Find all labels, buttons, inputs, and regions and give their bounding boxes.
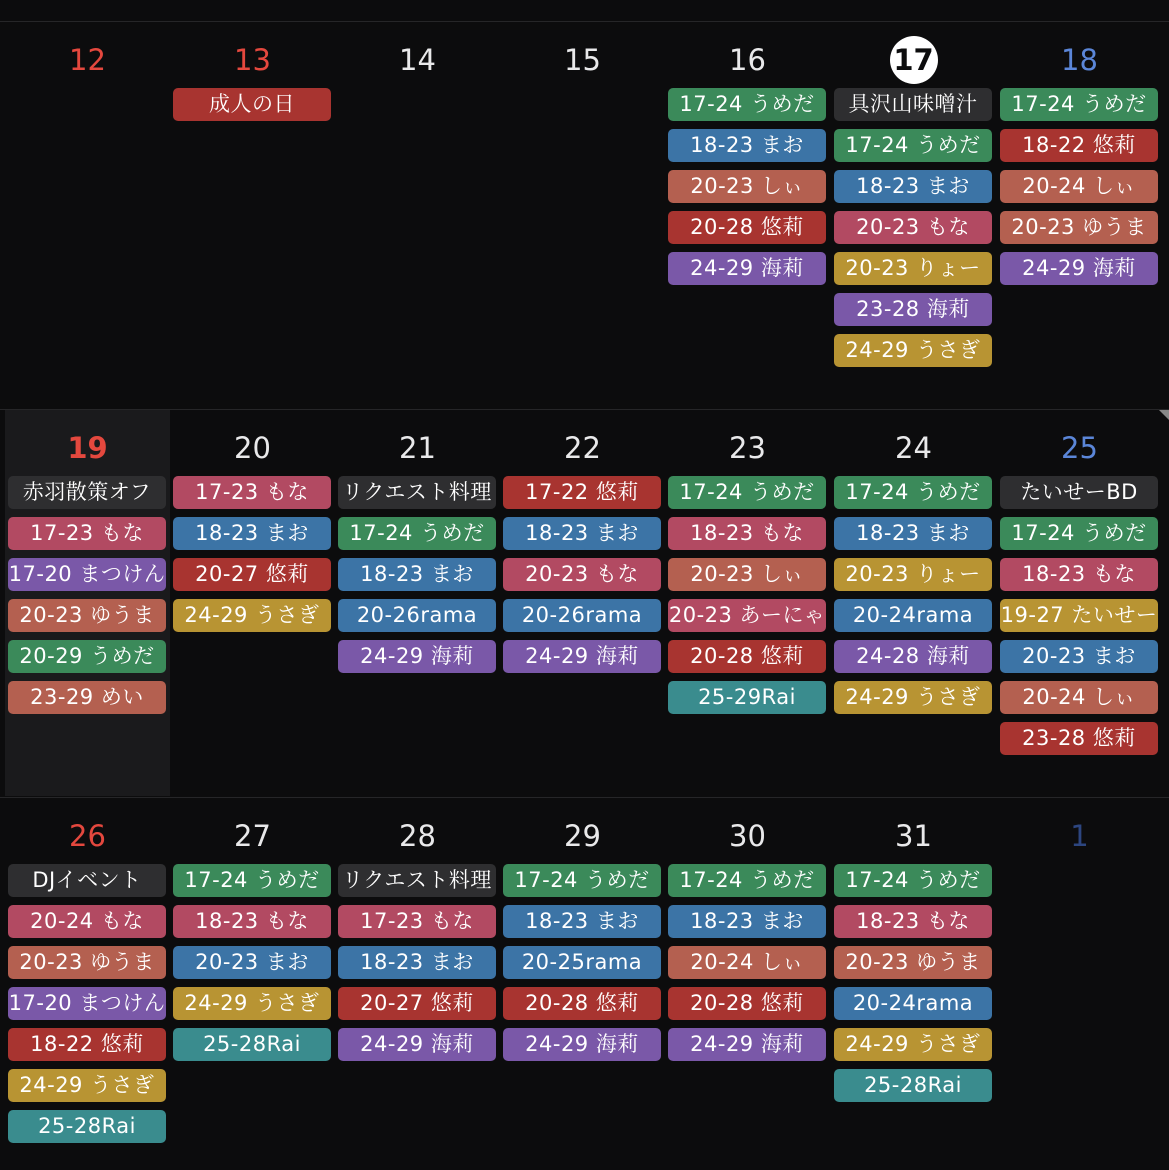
day-number[interactable]	[500, 424, 665, 472]
event-chip[interactable]: 20-29 うめだ	[8, 640, 166, 673]
event-chip[interactable]: 17-24 うめだ	[668, 864, 826, 897]
day-number-label: 13	[234, 43, 271, 77]
event-chip[interactable]: 20-23 まお	[1000, 640, 1158, 673]
event-chip[interactable]: 17-22 悠莉	[503, 476, 661, 509]
event-chip[interactable]: 18-23 まお	[668, 129, 826, 162]
event-chip[interactable]: 20-24 しぃ	[668, 946, 826, 979]
event-chip[interactable]: 17-24 うめだ	[1000, 88, 1158, 121]
event-chip[interactable]: 18-22 悠莉	[1000, 129, 1158, 162]
day-number[interactable]	[997, 424, 1162, 472]
day-number-label: 27	[234, 819, 271, 853]
event-chip[interactable]: 20-23 まお	[173, 946, 331, 979]
day-number[interactable]	[5, 424, 170, 472]
day-number-label: 17	[890, 36, 938, 84]
event-chip[interactable]: 17-24 うめだ	[834, 476, 992, 509]
event-chip[interactable]: 20-25rama	[503, 946, 661, 979]
event-chip[interactable]: 20-23 もな	[503, 558, 661, 591]
event-chip[interactable]: 17-24 うめだ	[1000, 517, 1158, 550]
corner-indicator-icon	[1159, 410, 1169, 420]
event-chip[interactable]: 18-23 まお	[668, 905, 826, 938]
day-number-label: 26	[69, 819, 106, 853]
day-cell[interactable]	[997, 798, 1162, 1170]
event-chip[interactable]: 25-28Rai	[8, 1110, 166, 1143]
event-chip[interactable]: 18-23 まお	[338, 558, 496, 591]
day-number-label: 1	[1070, 819, 1089, 853]
day-cell[interactable]	[335, 22, 500, 408]
event-chip[interactable]: 18-23 もな	[834, 905, 992, 938]
day-number-label: 14	[399, 43, 436, 77]
event-chip[interactable]: 24-29 うさぎ	[834, 681, 992, 714]
day-number[interactable]	[831, 812, 996, 860]
event-chip[interactable]: 17-24 うめだ	[503, 864, 661, 897]
event-chip[interactable]: 17-20 まつけん	[8, 987, 166, 1020]
day-cell[interactable]	[831, 410, 996, 796]
event-chip[interactable]: 成人の日	[173, 88, 331, 121]
event-chip[interactable]: 24-29 海莉	[1000, 252, 1158, 285]
event-chip[interactable]: 20-23 りょー	[834, 558, 992, 591]
event-chip[interactable]: 17-23 もな	[338, 905, 496, 938]
day-cell[interactable]	[335, 410, 500, 796]
event-chip[interactable]: 20-24 しぃ	[1000, 681, 1158, 714]
day-cell[interactable]	[665, 410, 830, 796]
day-cell[interactable]	[997, 22, 1162, 408]
week-row	[0, 410, 1169, 796]
day-number-label: 12	[69, 43, 106, 77]
day-number-label: 20	[234, 431, 271, 465]
event-chip[interactable]: 19-27 たいせー	[1000, 599, 1158, 632]
day-number[interactable]	[500, 36, 665, 84]
day-cell[interactable]	[170, 798, 335, 1170]
event-chip[interactable]: 17-24 うめだ	[834, 864, 992, 897]
event-chip[interactable]: 18-23 まお	[173, 517, 331, 550]
event-chip[interactable]: 20-28 悠莉	[668, 987, 826, 1020]
day-number-label: 18	[1061, 43, 1098, 77]
day-cell[interactable]	[500, 410, 665, 796]
event-chip[interactable]: 24-29 うさぎ	[8, 1069, 166, 1102]
day-number-label: 30	[729, 819, 766, 853]
event-chip[interactable]: 17-23 もな	[173, 476, 331, 509]
event-chip[interactable]: 23-29 めい	[8, 681, 166, 714]
week-row	[0, 798, 1169, 1170]
event-chip[interactable]: 25-29Rai	[668, 681, 826, 714]
day-number[interactable]	[997, 812, 1162, 860]
event-chip[interactable]: 23-28 悠莉	[1000, 722, 1158, 755]
day-number-label: 31	[895, 819, 932, 853]
day-number-label: 22	[564, 431, 601, 465]
event-chip[interactable]: 24-29 うさぎ	[834, 1028, 992, 1061]
event-chip[interactable]: 24-29 うさぎ	[834, 334, 992, 367]
event-chip[interactable]: 18-23 まお	[834, 170, 992, 203]
event-chip[interactable]: 20-23 あーにゃ	[668, 599, 826, 632]
day-number[interactable]	[665, 424, 830, 472]
event-chip[interactable]: 18-23 もな	[668, 517, 826, 550]
event-chip[interactable]: 24-29 海莉	[668, 1028, 826, 1061]
event-chip[interactable]: 20-23 ゆうま	[8, 946, 166, 979]
day-number-label: 28	[399, 819, 436, 853]
day-number[interactable]	[335, 812, 500, 860]
day-cell[interactable]	[5, 798, 170, 1170]
event-chip[interactable]: 20-24rama	[834, 987, 992, 1020]
event-chip[interactable]: 24-28 海莉	[834, 640, 992, 673]
day-number-label: 29	[564, 819, 601, 853]
day-number-label: 25	[1061, 431, 1098, 465]
event-chip[interactable]: 具沢山味噌汁	[834, 88, 992, 121]
day-cell[interactable]	[500, 22, 665, 408]
event-chip[interactable]: 20-28 悠莉	[668, 211, 826, 244]
event-chip[interactable]: 17-24 うめだ	[668, 88, 826, 121]
week-row	[0, 22, 1169, 408]
event-chip[interactable]: 17-24 うめだ	[338, 517, 496, 550]
event-chip[interactable]: 20-28 悠莉	[668, 640, 826, 673]
event-chip[interactable]: 24-29 うさぎ	[173, 599, 331, 632]
event-chip[interactable]: 20-23 ゆうま	[8, 599, 166, 632]
event-chip[interactable]: 23-28 海莉	[834, 293, 992, 326]
day-number[interactable]	[665, 36, 830, 84]
day-cell[interactable]	[170, 22, 335, 408]
day-cell[interactable]	[831, 22, 996, 408]
event-chip[interactable]: 18-23 まお	[503, 905, 661, 938]
event-chip[interactable]: 18-22 悠莉	[8, 1028, 166, 1061]
event-chip[interactable]: 20-27 悠莉	[173, 558, 331, 591]
day-number[interactable]	[170, 812, 335, 860]
day-number[interactable]	[170, 36, 335, 84]
day-cell[interactable]	[5, 22, 170, 408]
day-number[interactable]	[335, 424, 500, 472]
event-chip[interactable]: 20-23 ゆうま	[1000, 211, 1158, 244]
event-chip[interactable]: 18-23 もな	[173, 905, 331, 938]
event-chip[interactable]: 20-23 りょー	[834, 252, 992, 285]
day-number-label: 16	[729, 43, 766, 77]
day-number[interactable]	[665, 812, 830, 860]
event-chip[interactable]: 20-24 もな	[8, 905, 166, 938]
event-chip[interactable]: リクエスト料理	[338, 476, 496, 509]
day-number[interactable]	[170, 424, 335, 472]
day-cell[interactable]	[335, 798, 500, 1170]
event-chip[interactable]: 20-28 悠莉	[503, 987, 661, 1020]
day-number[interactable]	[997, 36, 1162, 84]
day-cell[interactable]	[831, 798, 996, 1170]
event-chip[interactable]: 25-28Rai	[173, 1028, 331, 1061]
day-cell[interactable]	[170, 410, 335, 796]
event-chip[interactable]: 20-23 しぃ	[668, 170, 826, 203]
event-chip[interactable]: たいせーBD	[1000, 476, 1158, 509]
event-chip[interactable]: 17-23 もな	[8, 517, 166, 550]
event-chip[interactable]: 18-23 まお	[834, 517, 992, 550]
day-number[interactable]	[335, 36, 500, 84]
event-chip[interactable]: 18-23 まお	[338, 946, 496, 979]
day-number[interactable]	[831, 424, 996, 472]
event-chip[interactable]: 18-23 もな	[1000, 558, 1158, 591]
event-chip[interactable]: 17-24 うめだ	[668, 476, 826, 509]
event-chip[interactable]: 17-24 うめだ	[173, 864, 331, 897]
event-chip[interactable]: 20-24 しぃ	[1000, 170, 1158, 203]
day-cell[interactable]	[665, 22, 830, 408]
event-chip[interactable]: 20-26rama	[338, 599, 496, 632]
day-number-label: 15	[564, 43, 601, 77]
event-chip[interactable]: 20-26rama	[503, 599, 661, 632]
event-chip[interactable]: 赤羽散策オフ	[8, 476, 166, 509]
day-cell[interactable]	[5, 410, 170, 796]
event-chip[interactable]: リクエスト料理	[338, 864, 496, 897]
event-chip[interactable]: 25-28Rai	[834, 1069, 992, 1102]
event-chip[interactable]: DJイベント	[8, 864, 166, 897]
event-chip[interactable]: 20-27 悠莉	[338, 987, 496, 1020]
event-chip[interactable]: 17-20 まつけん	[8, 558, 166, 591]
day-number[interactable]	[831, 36, 996, 84]
day-number[interactable]	[500, 812, 665, 860]
event-chip[interactable]: 20-23 ゆうま	[834, 946, 992, 979]
day-number-label: 24	[895, 431, 932, 465]
event-chip[interactable]: 20-23 しぃ	[668, 558, 826, 591]
event-chip[interactable]: 24-29 海莉	[668, 252, 826, 285]
event-chip[interactable]: 24-29 海莉	[503, 640, 661, 673]
event-chip[interactable]: 24-29 海莉	[503, 1028, 661, 1061]
day-number[interactable]	[5, 36, 170, 84]
event-chip[interactable]: 24-29 海莉	[338, 1028, 496, 1061]
day-number-label: 23	[729, 431, 766, 465]
day-number[interactable]	[5, 812, 170, 860]
event-chip[interactable]: 24-29 海莉	[338, 640, 496, 673]
event-chip[interactable]: 18-23 まお	[503, 517, 661, 550]
day-number-label: 19	[67, 431, 108, 465]
day-cell[interactable]	[500, 798, 665, 1170]
day-number-label: 21	[399, 431, 436, 465]
event-chip[interactable]: 24-29 うさぎ	[173, 987, 331, 1020]
event-chip[interactable]: 17-24 うめだ	[834, 129, 992, 162]
event-chip[interactable]: 20-24rama	[834, 599, 992, 632]
event-chip[interactable]: 20-23 もな	[834, 211, 992, 244]
day-cell[interactable]	[997, 410, 1162, 796]
day-cell[interactable]	[665, 798, 830, 1170]
